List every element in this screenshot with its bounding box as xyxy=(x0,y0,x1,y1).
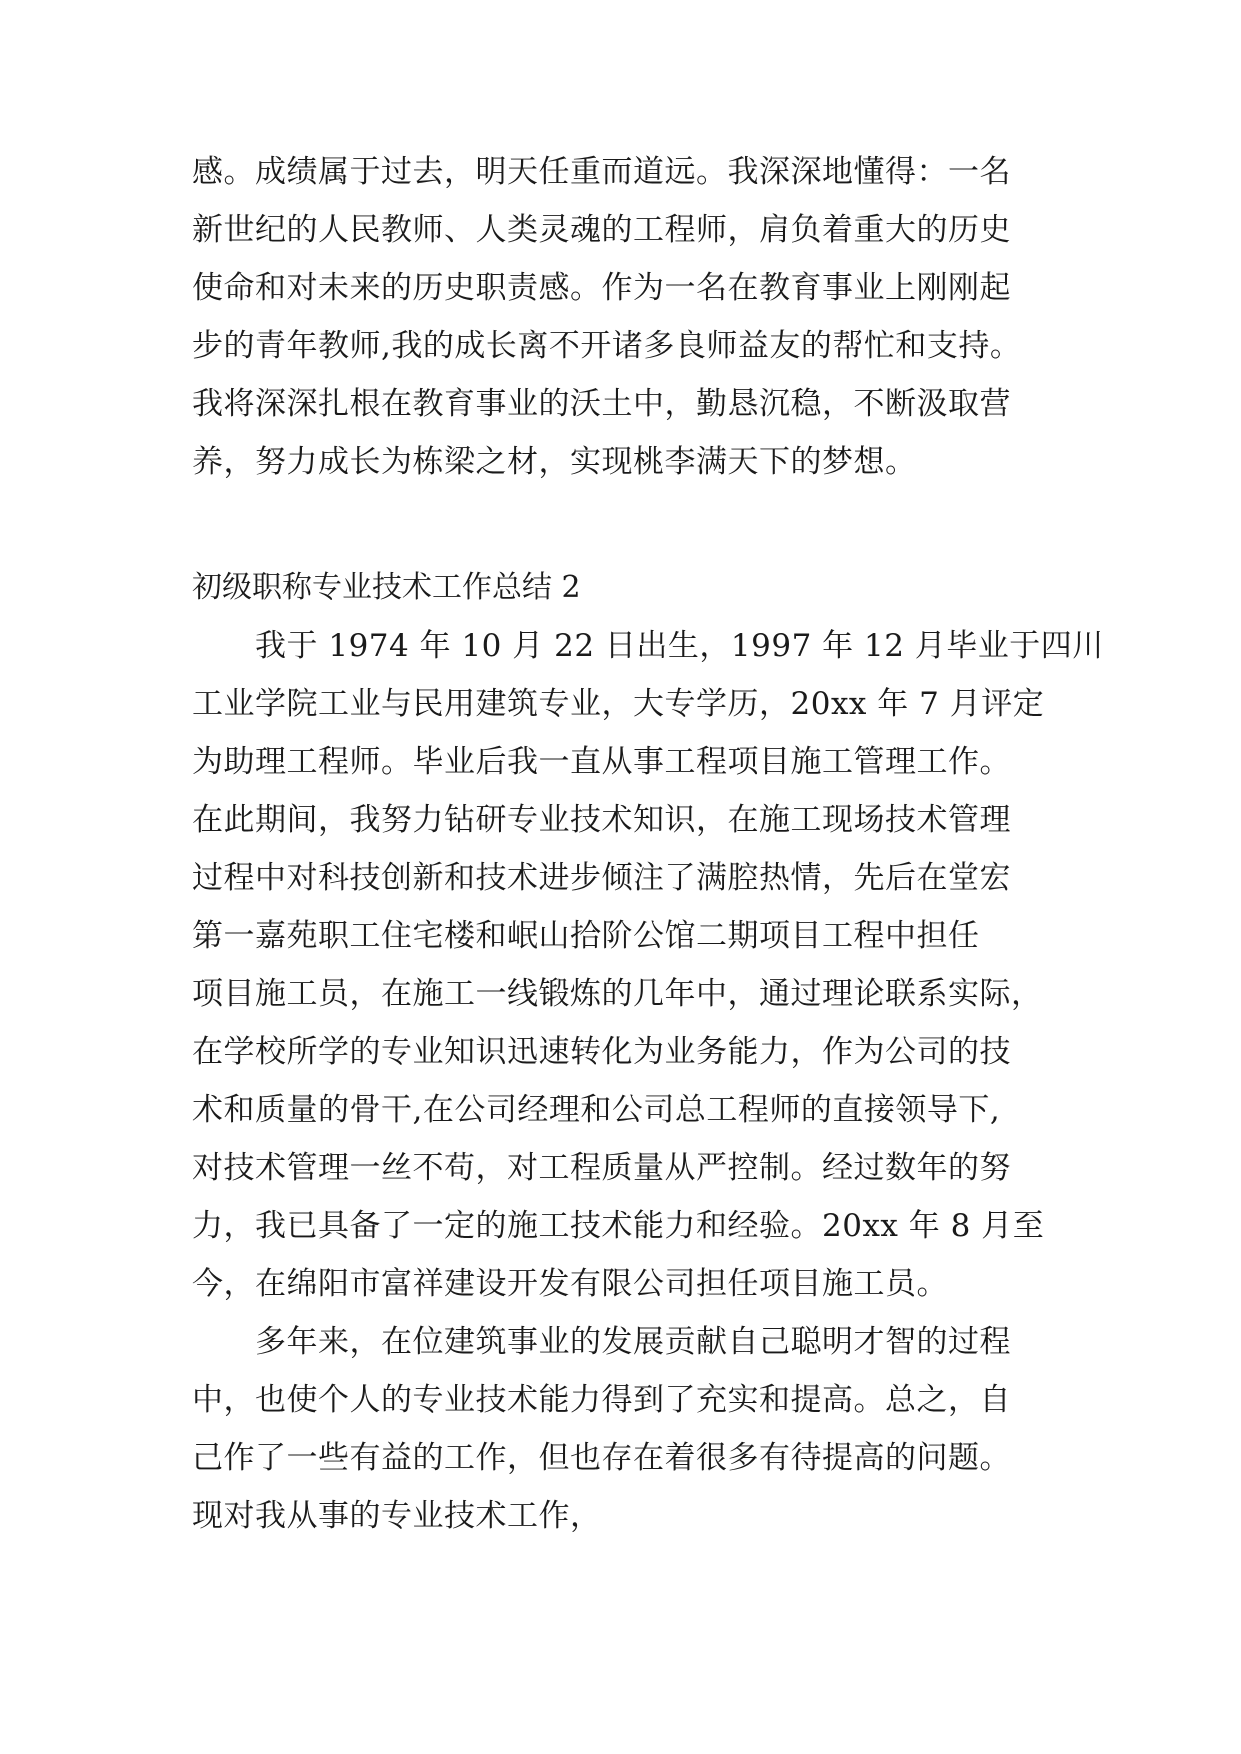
body-line: 中，也使个人的专业技术能力得到了充实和提高。总之，自 xyxy=(192,1382,1011,1418)
body-line: 为助理工程师。毕业后我一直从事工程项目施工管理工作。 xyxy=(192,744,1011,780)
section-heading: 初级职称专业技术工作总结 2 xyxy=(192,570,581,605)
body-line: 我于 1974 年 10 月 22 日出生，1997 年 12 月毕业于四川 xyxy=(192,628,1104,664)
body-line: 养，努力成长为栋梁之材，实现桃李满天下的梦想。 xyxy=(192,444,917,480)
body-line: 今，在绵阳市富祥建设开发有限公司担任项目施工员。 xyxy=(192,1266,948,1302)
body-line: 对技术管理一丝不苟，对工程质量从严控制。经过数年的努 xyxy=(192,1150,1011,1186)
body-line: 在学校所学的专业知识迅速转化为业务能力，作为公司的技 xyxy=(192,1034,1011,1070)
body-line: 现对我从事的专业技术工作， xyxy=(192,1498,602,1534)
body-line: 使命和对未来的历史职责感。作为一名在教育事业上刚刚起 xyxy=(192,270,1011,306)
body-line: 在此期间，我努力钻研专业技术知识，在施工现场技术管理 xyxy=(192,802,1011,838)
body-line: 我将深深扎根在教育事业的沃土中，勤恳沉稳，不断汲取营 xyxy=(192,386,1011,422)
body-line: 术和质量的骨干,在公司经理和公司总工程师的直接领导下, xyxy=(192,1092,1001,1128)
body-line: 项目施工员，在施工一线锻炼的几年中，通过理论联系实际， xyxy=(192,976,1043,1012)
body-line: 感。成绩属于过去，明天任重而道远。我深深地懂得：一名 xyxy=(192,154,1011,190)
body-line: 多年来，在位建筑事业的发展贡献自己聪明才智的过程 xyxy=(192,1324,1011,1360)
body-line: 工业学院工业与民用建筑专业，大专学历，20xx 年 7 月评定 xyxy=(192,686,1045,722)
body-line: 己作了一些有益的工作，但也存在着很多有待提高的问题。 xyxy=(192,1440,1011,1476)
body-line: 力，我已具备了一定的施工技术能力和经验。20xx 年 8 月至 xyxy=(192,1208,1045,1244)
body-line: 新世纪的人民教师、人类灵魂的工程师，肩负着重大的历史 xyxy=(192,212,1011,248)
body-line: 步的青年教师,我的成长离不开诸多良师益友的帮忙和支持。 xyxy=(192,328,1022,364)
body-line: 过程中对科技创新和技术进步倾注了满腔热情，先后在堂宏 xyxy=(192,860,1011,896)
body-line: 第一嘉苑职工住宅楼和岷山拾阶公馆二期项目工程中担任 xyxy=(192,918,980,954)
